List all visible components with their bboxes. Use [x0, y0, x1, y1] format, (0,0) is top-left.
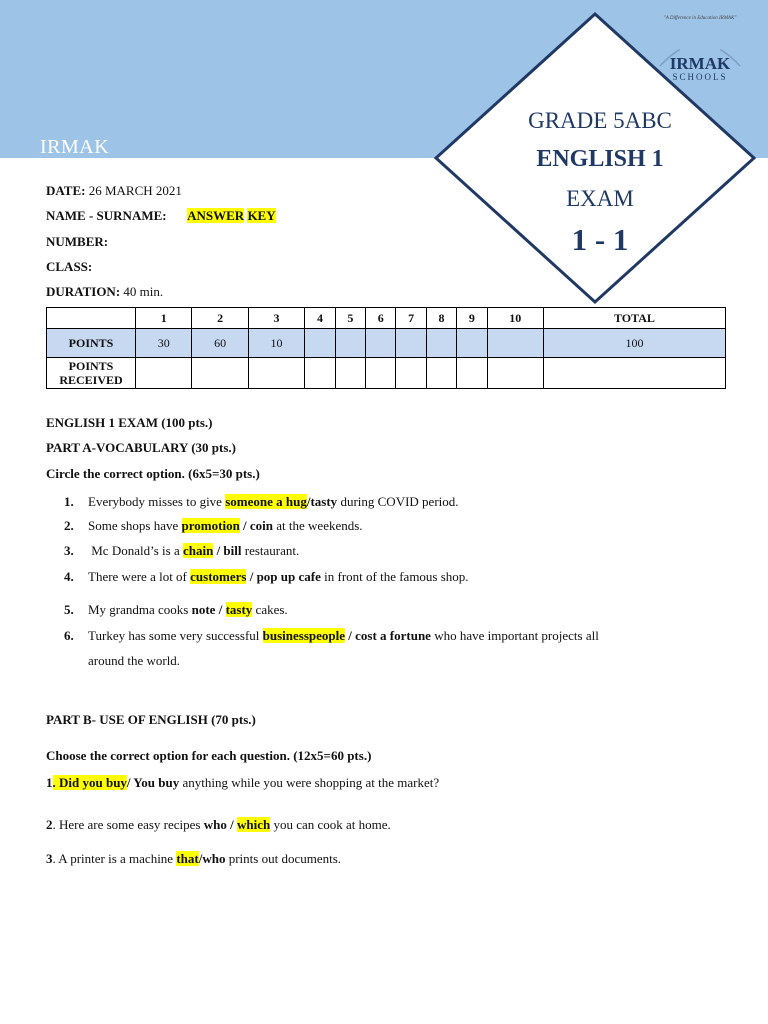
item-answer: tasty: [225, 602, 253, 617]
points-table: [46, 307, 726, 389]
item-option: / coin: [239, 518, 274, 533]
item-answer: promotion: [181, 518, 240, 533]
question-text: . Here are some easy recipes: [52, 817, 204, 832]
item-number: 1.: [64, 494, 74, 509]
item-text: restaurant.: [241, 543, 300, 558]
question-option: who /: [203, 817, 237, 832]
points-cell: [366, 329, 396, 358]
item-answer: someone a hug: [225, 494, 307, 509]
item-option: / bill: [213, 543, 242, 558]
corner-cell: [47, 308, 136, 329]
col-header: 10: [487, 308, 543, 329]
number-line: [46, 234, 108, 250]
question-number: 1: [46, 775, 53, 790]
received-cell[interactable]: [305, 358, 335, 389]
list-item: [64, 543, 299, 559]
col-header: 3: [248, 308, 304, 329]
grade-label: GRADE 5ABC: [528, 108, 672, 133]
points-cell: 10: [248, 329, 304, 358]
item-option: /tasty: [306, 494, 338, 509]
subject-label: ENGLISH 1: [536, 146, 664, 172]
duration-line: [46, 284, 163, 300]
question-answer: . Did you buy: [52, 775, 127, 790]
item-text: during COVID period.: [337, 494, 459, 509]
list-item: [64, 602, 288, 618]
col-header: 9: [457, 308, 487, 329]
received-cell[interactable]: [457, 358, 487, 389]
school-name: IRMAK: [40, 136, 110, 158]
logo-name: IRMAK: [669, 54, 731, 73]
class-label: CLASS:: [46, 259, 93, 274]
number-label: NUMBER:: [46, 234, 109, 249]
received-cell[interactable]: [335, 358, 365, 389]
col-header: 1: [136, 308, 192, 329]
col-header: 2: [192, 308, 248, 329]
question-option: / You buy: [126, 775, 180, 790]
received-label-1: POINTS: [68, 359, 114, 373]
question-number: 2: [46, 817, 53, 832]
logo-subtitle: SCHOOLS: [672, 72, 728, 82]
item-option: / pop up cafe: [246, 569, 321, 584]
col-header: 5: [335, 308, 365, 329]
part-b-title: PART B- USE OF ENGLISH (70 pts.): [46, 712, 256, 727]
question-number: 3: [46, 851, 53, 866]
question-1: [46, 775, 439, 791]
name-line: [46, 208, 276, 224]
question-2: [46, 817, 391, 833]
item-text: at the weekends.: [273, 518, 363, 533]
col-header: 6: [366, 308, 396, 329]
item-answer: businesspeople: [262, 628, 346, 643]
item-text: There were a lot of: [88, 569, 191, 584]
list-item: [64, 494, 459, 510]
item-number: 5.: [64, 602, 74, 617]
item-text: cakes.: [252, 602, 288, 617]
col-header: TOTAL: [543, 308, 725, 329]
item-answer: customers: [190, 569, 247, 584]
item-text: Everybody misses to give: [88, 494, 226, 509]
received-cell[interactable]: [366, 358, 396, 389]
col-header: 8: [426, 308, 456, 329]
name-label: NAME - SURNAME:: [46, 208, 167, 223]
item-answer: chain: [182, 543, 214, 558]
received-row: [47, 358, 726, 389]
received-cell[interactable]: [426, 358, 456, 389]
item-number: 2.: [64, 518, 74, 533]
points-table-header: [47, 308, 726, 329]
exam-number: 1 - 1: [571, 222, 629, 257]
received-cell[interactable]: [192, 358, 248, 389]
exam-label: EXAM: [566, 186, 634, 211]
question-text: you can cook at home.: [270, 817, 391, 832]
item-option: note /: [191, 602, 226, 617]
date-line: [46, 183, 182, 199]
item-text: Some shops have: [88, 518, 182, 533]
key-label: KEY: [247, 208, 276, 223]
points-cell: 100: [543, 329, 725, 358]
item-continuation: around the world.: [88, 653, 181, 668]
item-text: Turkey has some very successful: [88, 628, 263, 643]
item-number: 4.: [64, 569, 74, 584]
question-text: . A printer is a machine: [52, 851, 177, 866]
item-number: 6.: [64, 628, 74, 643]
points-label: POINTS: [47, 329, 136, 358]
answer-label: ANSWER: [187, 208, 245, 223]
question-text: prints out documents.: [225, 851, 342, 866]
points-cell: [305, 329, 335, 358]
points-cell: [487, 329, 543, 358]
item-text: Mc Donald’s is a: [88, 543, 183, 558]
part-b-instruction: Choose the correct option for each question. (12x5=60 pts.): [46, 748, 372, 763]
col-header: 7: [396, 308, 426, 329]
received-label-2: RECEIVED: [59, 373, 123, 387]
part-a-instruction: Circle the correct option. (6x5=30 pts.): [46, 466, 260, 481]
exam-title: ENGLISH 1 EXAM (100 pts.): [46, 415, 213, 430]
duration-value: 40 min.: [123, 284, 164, 299]
points-cell: [396, 329, 426, 358]
points-cell: 60: [192, 329, 248, 358]
points-cell: 30: [136, 329, 192, 358]
part-a-title: PART A-VOCABULARY (30 pts.): [46, 440, 236, 455]
question-3: [46, 851, 341, 867]
question-option: /who: [198, 851, 226, 866]
received-cell[interactable]: [396, 358, 426, 389]
item-text: who have important projects all: [430, 628, 599, 643]
date-value: 26 MARCH 2021: [88, 183, 182, 198]
points-cell: [335, 329, 365, 358]
duration-label: DURATION:: [46, 284, 121, 299]
list-item: [64, 518, 363, 534]
points-cell: [426, 329, 456, 358]
question-text: anything while you were shopping at the market?: [179, 775, 440, 790]
received-cell[interactable]: [248, 358, 304, 389]
received-cell[interactable]: [543, 358, 725, 389]
list-item: [64, 569, 469, 585]
item-number: 3.: [64, 543, 74, 558]
col-header: 4: [305, 308, 335, 329]
points-cell: [457, 329, 487, 358]
date-label: DATE:: [46, 183, 86, 198]
list-item: [64, 628, 599, 644]
received-label: [47, 358, 136, 389]
received-cell[interactable]: [136, 358, 192, 389]
question-answer: which: [236, 817, 271, 832]
received-cell[interactable]: [487, 358, 543, 389]
item-text: My grandma cooks: [88, 602, 192, 617]
question-answer: that: [176, 851, 199, 866]
logo-slogan: "A Difference in Education IRMAK": [663, 16, 737, 21]
item-text: in front of the famous shop.: [320, 569, 469, 584]
item-option: / cost a fortune: [345, 628, 431, 643]
class-line: [46, 259, 92, 275]
points-row: [47, 329, 726, 358]
